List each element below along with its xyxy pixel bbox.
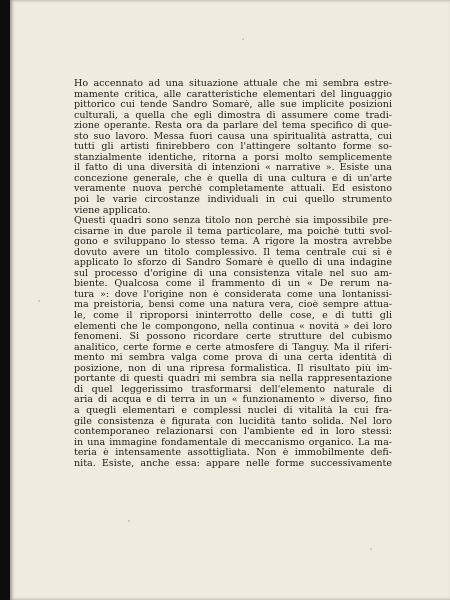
text-line: il fatto di una diversità di intenzioni « narrative ». Esiste una — [74, 163, 392, 174]
text-line: applicato lo sforzo di Sandro Somarè è quello di una indagine — [74, 258, 392, 269]
text-line: cisarne in due parole il tema particolare, ma poichè tutti svol- — [74, 226, 392, 237]
text-line: portante di questi quadri mi sembra sia nella rappresentazione — [74, 374, 392, 385]
text-line: biente. Qualcosa come il frammento di un « De rerum na- — [74, 279, 392, 290]
text-line: contemporaneo relazionarsi con l'ambiente ed in loro stessi: — [74, 427, 392, 438]
text-line: ma preistoria, bensì come una natura vera, cioè sempre attua- — [74, 300, 392, 311]
text-line: viene applicato. — [74, 205, 151, 216]
text-line: analitico, certe forme e certe atmosfere di Tanguy. Ma il riferi- — [74, 342, 392, 353]
text-line: mento mi sembra valga come prova di una certa identità di — [74, 353, 392, 364]
paper-speck — [242, 38, 244, 40]
text-line: gile consistenza è figurata con lucidità tanto solida. Nel loro — [74, 416, 392, 427]
text-line: fenomeni. Si possono ricordare certe strutture del cubismo — [74, 332, 392, 343]
text-line: teria è intensamente assottigliata. Non è immobilmente defi- — [74, 448, 392, 459]
text-line: mamente critica, alle caratteristiche elementari del linguaggio — [74, 89, 392, 100]
text-line: stanzialmente identiche, ritorna a porsi molto semplicemente — [74, 152, 392, 163]
paper-speck — [38, 300, 40, 302]
page-binding-edge — [0, 0, 10, 600]
text-line: veramente nuova perchè completamente attuali. Ed esistono — [74, 184, 392, 195]
text-line: culturali, a quella che egli dimostra di assumere come tradi- — [74, 110, 392, 121]
text-line: gono e sviluppano lo stesso tema. A rigore la mostra avrebbe — [74, 237, 392, 248]
text-line: di quel leggerissimo trasformarsi dell'elemento naturale di — [74, 384, 392, 395]
text-line: pittorico cui tende Sandro Somarè, alle sue implicite posizioni — [74, 100, 392, 111]
text-line: nita. Esiste, anche essa: appare nelle forme successivamente — [74, 458, 392, 469]
text-line: sul processo d'origine di una consistenza vitale nel suo am- — [74, 268, 392, 279]
text-line: Ho accennato ad una situazione attuale che mi sembra estre- — [74, 79, 392, 89]
text-line: le, come il riproporsi ininterrotto delle cose, e di tutti gli — [74, 311, 392, 322]
text-line: tutti gli artisti finirebbero con l'attingere soltanto forme so- — [74, 142, 392, 153]
text-line: sto suo lavoro. Messa fuori causa una spiritualità astratta, cui — [74, 131, 392, 142]
body-text — [74, 79, 392, 469]
text-line: tura »: dove l'origine non è considerata come una lontanissi- — [74, 289, 392, 300]
text-line: poi le varie circostanze individuali in cui quello strumento — [74, 195, 392, 206]
text-line: aria di acqua e di terra in un « funzionamento » diverso, fino — [74, 395, 392, 406]
paper-speck — [128, 520, 130, 522]
text-line: in una immagine fondamentale di meccanismo organico. La ma- — [74, 437, 392, 448]
text-line: elementi che le compongono, nella continua « novità » dei loro — [74, 321, 392, 332]
text-line: concezione generale, che è quella di una cultura e di un'arte — [74, 173, 392, 184]
text-line: posizione, non di una ripresa formalistica. Il risultato più im- — [74, 363, 392, 374]
paper-speck — [370, 548, 372, 550]
text-line: zione operante. Resta ora da parlare del tema specifico di que- — [74, 121, 392, 132]
text-line: dovuto avere un titolo complessivo. Il tema centrale cui si è — [74, 247, 392, 258]
text-line: Questi quadri sono senza titolo non perchè sia impossibile pre- — [74, 216, 392, 227]
text-line: a quegli elementari e complessi nuclei di vitalità la cui fra- — [74, 405, 392, 416]
